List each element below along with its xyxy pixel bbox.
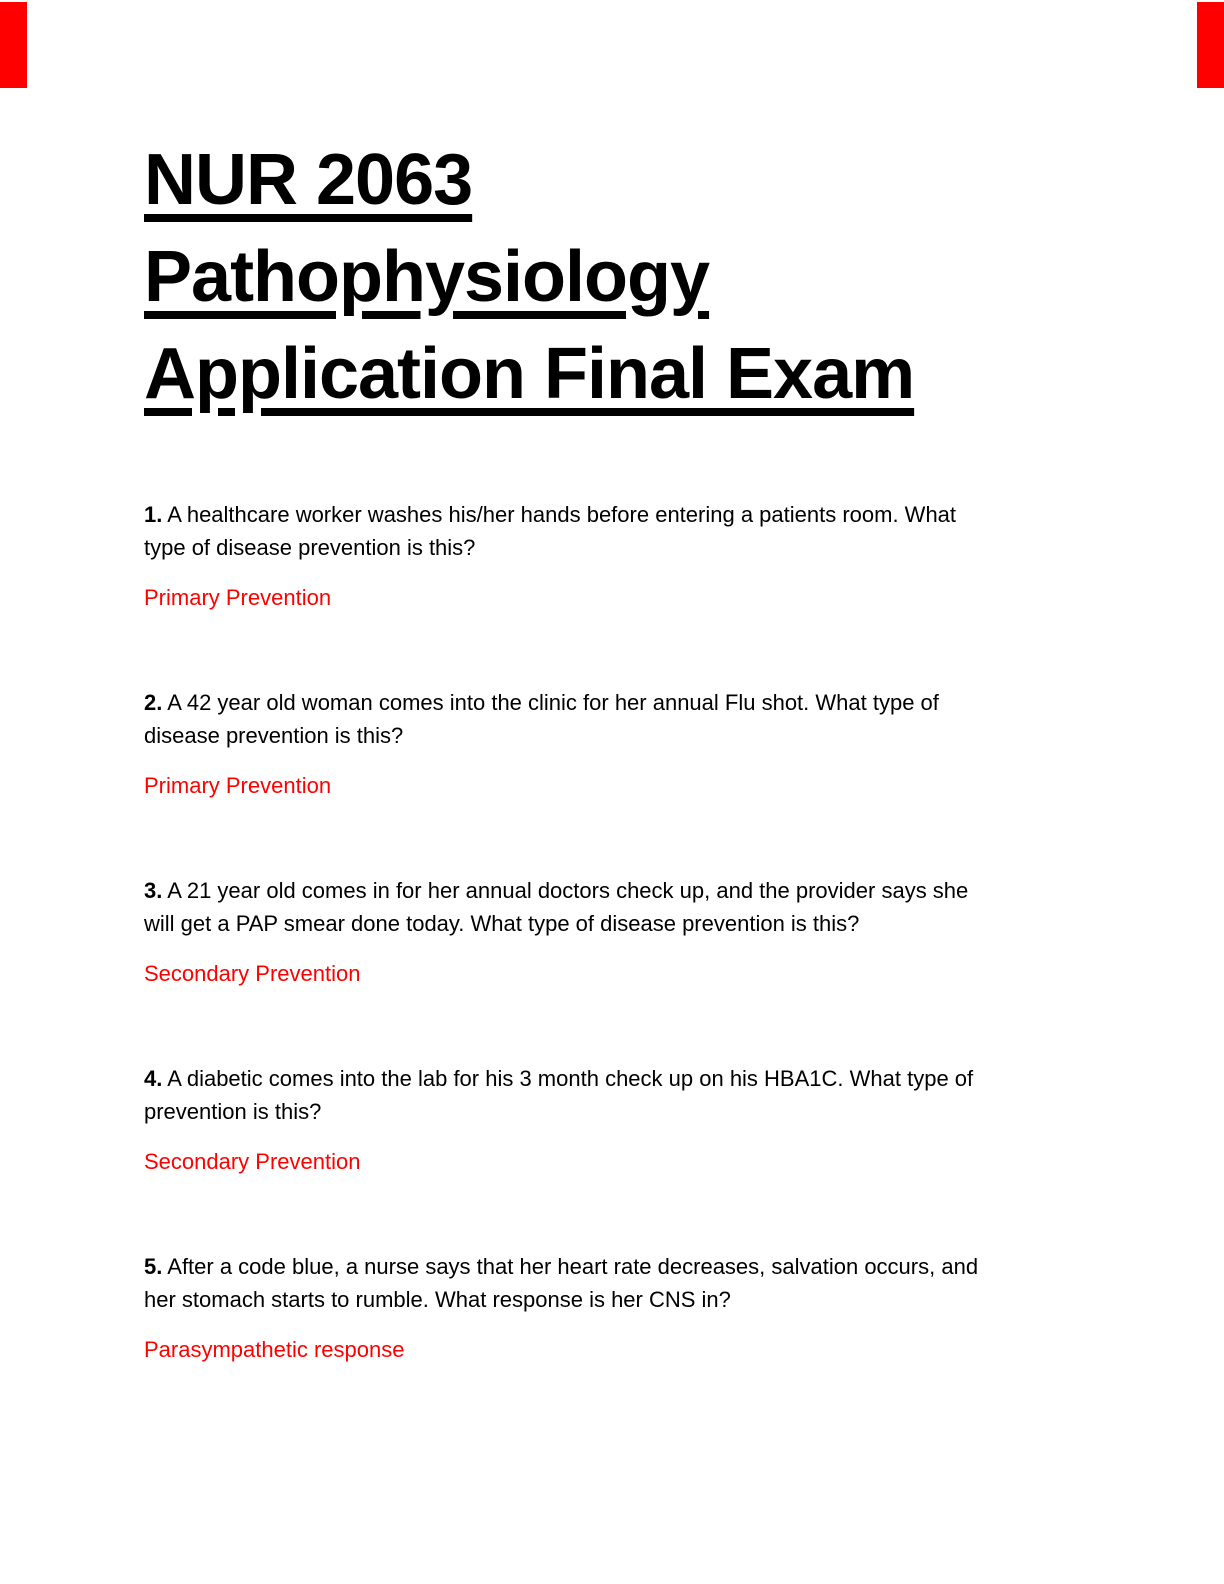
- answer-text: Secondary Prevention: [144, 1149, 361, 1174]
- question-line-2: will get a PAP smear done today. What type of disease prevention is this?: [144, 911, 860, 936]
- answer-text: Primary Prevention: [144, 585, 332, 610]
- question-line-2: type of disease prevention is this?: [144, 535, 476, 560]
- answer-text: Secondary Prevention: [144, 961, 361, 986]
- question-text: [144, 498, 1080, 564]
- answer-text: Primary Prevention: [144, 773, 332, 798]
- question-line-2: disease prevention is this?: [144, 723, 404, 748]
- question-line-2: prevention is this?: [144, 1099, 322, 1124]
- question-number: 2.: [144, 690, 163, 715]
- question-text: [144, 1062, 1080, 1128]
- question-line-1: A diabetic comes into the lab for his 3 month check up on his HBA1C. What type of: [167, 1066, 974, 1091]
- question-number: 3.: [144, 878, 163, 903]
- question-line-1: A 42 year old woman comes into the clinic for her annual Flu shot. What type of: [167, 690, 939, 715]
- question-block-4: [144, 1062, 1080, 1178]
- question-number: 1.: [144, 502, 163, 527]
- question-block-5: [144, 1250, 1080, 1366]
- answer-text: Parasympathetic response: [144, 1337, 405, 1362]
- question-block-1: [144, 498, 1080, 614]
- title-line-1: NUR 2063: [144, 140, 473, 220]
- question-block-2: [144, 686, 1080, 802]
- question-line-1: A 21 year old comes in for her annual doctors check up, and the provider says she: [167, 878, 969, 903]
- question-number: 4.: [144, 1066, 163, 1091]
- page-title: [144, 132, 1080, 423]
- question-text: [144, 874, 1080, 940]
- question-block-3: [144, 874, 1080, 990]
- question-line-2: her stomach starts to rumble. What response is her CNS in?: [144, 1287, 731, 1312]
- title-line-2: Pathophysiology: [144, 237, 710, 317]
- title-line-3: Application Final Exam: [144, 334, 915, 414]
- question-line-1: After a code blue, a nurse says that her heart rate decreases, salvation occurs, and: [167, 1254, 979, 1279]
- question-text: [144, 1250, 1080, 1316]
- question-number: 5.: [144, 1254, 163, 1279]
- question-text: [144, 686, 1080, 752]
- question-line-1: A healthcare worker washes his/her hands before entering a patients room. What: [167, 502, 957, 527]
